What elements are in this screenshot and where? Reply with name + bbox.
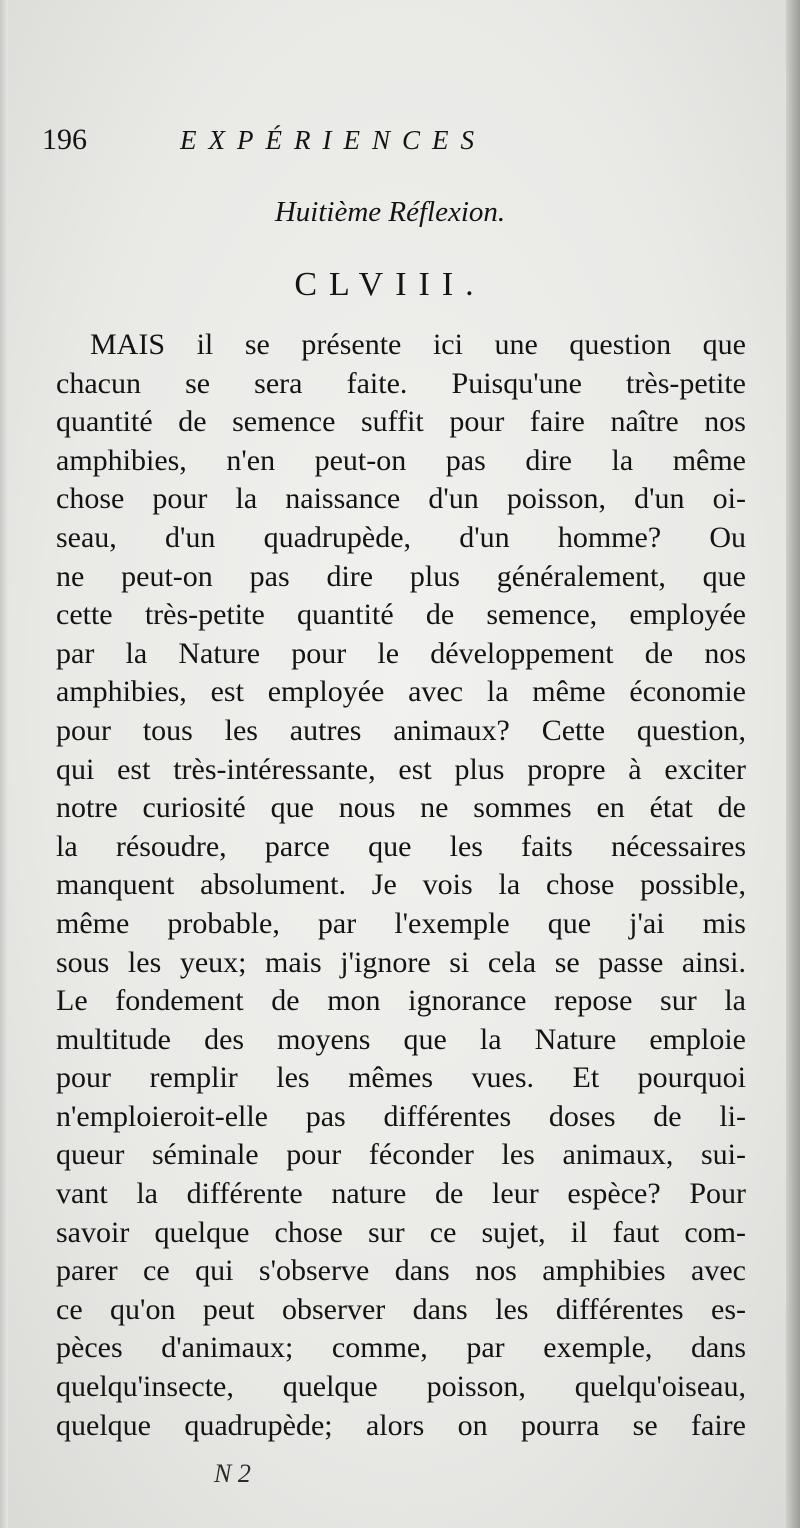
body-line: par la Nature pour le développement de nos (56, 636, 746, 670)
body-line: même probable, par l'exemple que j'ai mis (56, 906, 746, 940)
body-line: MAIS il se présente ici une question que (90, 328, 746, 361)
page-number: 196 (42, 123, 87, 156)
body-line: pour remplir les mêmes vues. Et pourquoi (56, 1061, 746, 1095)
body-line: pèces d'animaux; comme, par exemple, dans (56, 1331, 746, 1365)
body-line: vant la différente nature de leur espèce? Pour (56, 1177, 746, 1211)
running-title: EXPÉRIENCES (180, 125, 486, 155)
body-line: amphibies, est employée avec la même économie (56, 675, 746, 709)
body-text (56, 326, 746, 1445)
body-line: seau, d'un quadrupède, d'un homme? Ou (56, 520, 746, 554)
section-subtitle: Huitième Réflexion. (274, 196, 506, 228)
body-line: quelqu'insecte, quelque poisson, quelqu'oiseau, (56, 1370, 746, 1404)
body-line: chacun se sera faite. Puisqu'une très-petite (56, 366, 746, 400)
body-line: ne peut-on pas dire plus généralement, que (56, 559, 746, 593)
running-head (42, 118, 602, 162)
body-line: notre curiosité que nous ne sommes en état de (56, 791, 746, 825)
body-line: manquent absolument. Je vois la chose possible, (56, 868, 746, 902)
body-line: savoir quelque chose sur ce sujet, il faut com- (56, 1215, 746, 1249)
body-line: cette très-petite quantité de semence, employée (56, 598, 746, 632)
body-line: ce qu'on peut observer dans les différentes es- (56, 1292, 746, 1326)
body-line: la résoudre, parce que les faits nécessaires (56, 829, 746, 863)
body-line: multitude des moyens que la Nature emploie (56, 1022, 746, 1056)
body-line: pour tous les autres animaux? Cette question, (56, 713, 746, 747)
body-line: chose pour la naissance d'un poisson, d'un oi- (56, 482, 746, 516)
body-line: quelque quadrupède; alors on pourra se faire (56, 1408, 746, 1442)
body-line: quantité de semence suffit pour faire naître nos (56, 405, 746, 439)
body-line: n'emploieroit-elle pas différentes doses de li- (56, 1099, 746, 1133)
body-line: parer ce qui s'observe dans nos amphibies avec (56, 1254, 746, 1288)
body-line: qui est très-intéressante, est plus propre à exciter (56, 752, 746, 786)
body-line: sous les yeux; mais j'ignore si cela se passe ainsi. (56, 945, 746, 979)
page-right-edge (786, 0, 800, 1528)
section-number: CLVIII. (294, 266, 486, 303)
body-line: amphibies, n'en peut-on pas dire la même (56, 443, 746, 477)
signature-mark: N 2 (214, 1459, 251, 1488)
body-line: Le fondement de mon ignorance repose sur la (56, 984, 746, 1018)
body-line: queur séminale pour féconder les animaux, sui- (56, 1138, 746, 1172)
